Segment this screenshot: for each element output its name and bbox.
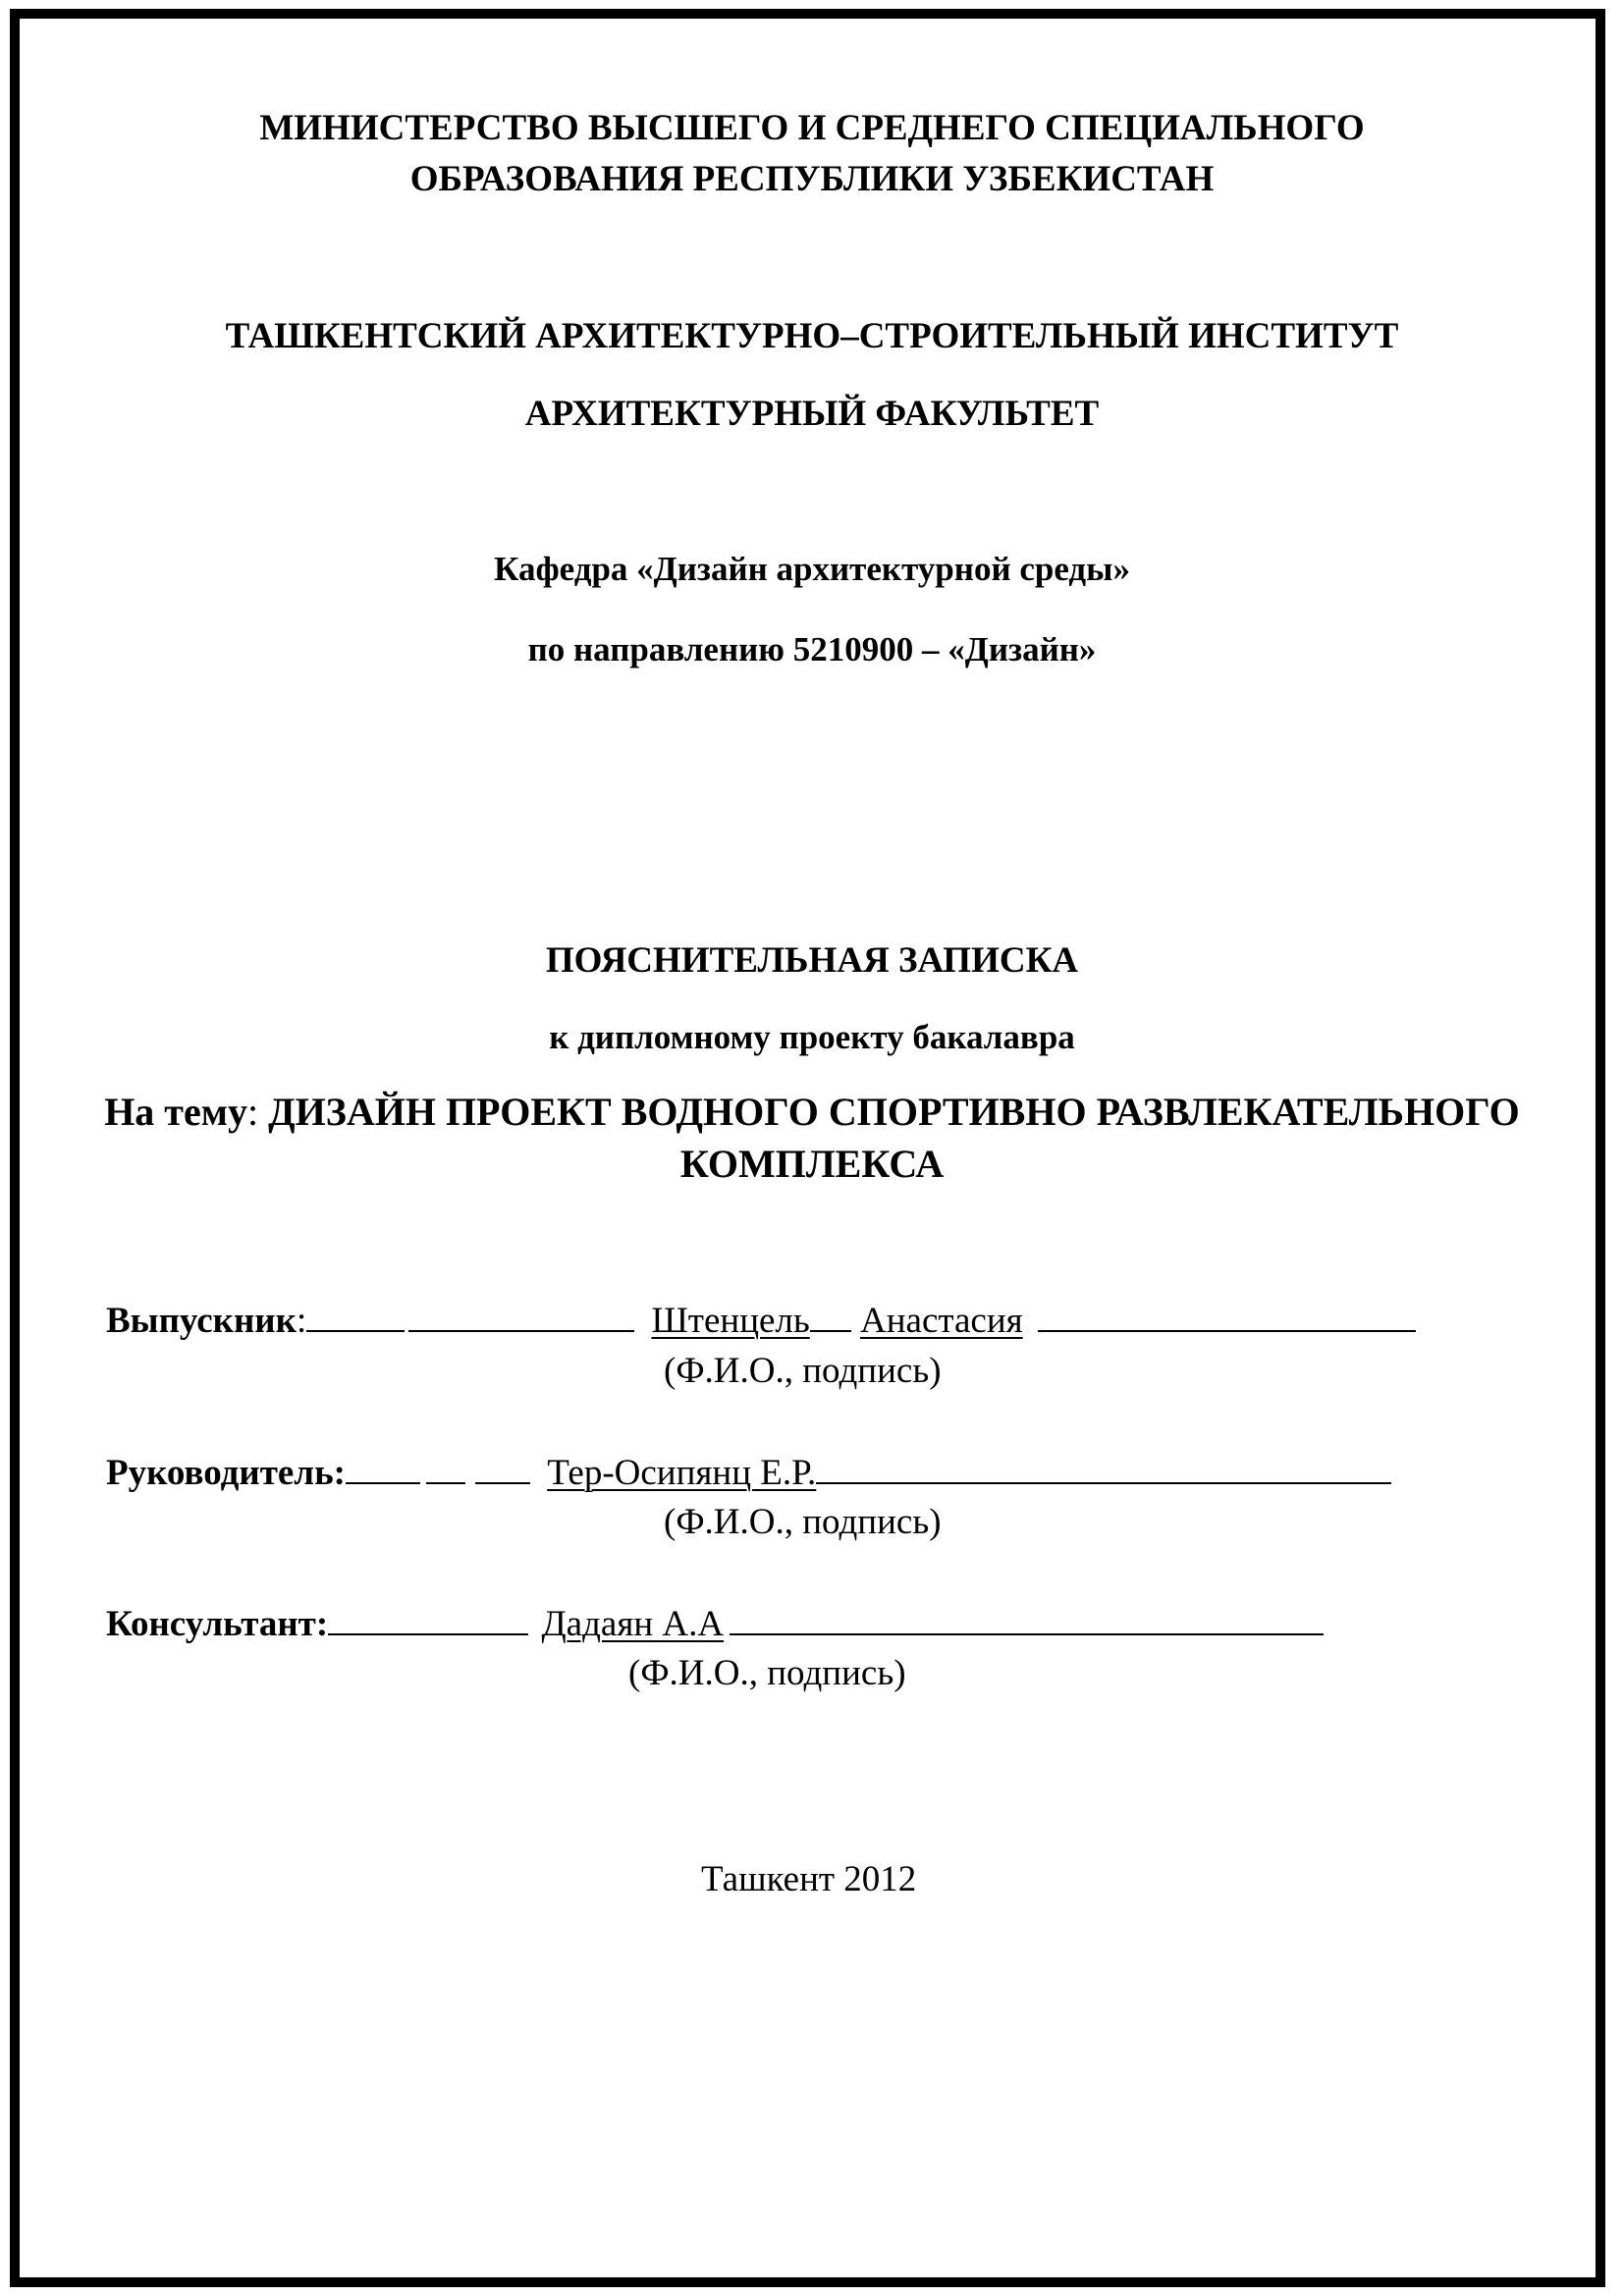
consultant-label: Консультант: [106, 1604, 329, 1644]
graduate-firstname: Анастасия [860, 1301, 1023, 1341]
supervisor-caption: (Ф.И.О., подпись) [664, 1502, 942, 1542]
topic-line-1 [0, 1090, 1624, 1134]
graduate-surname: Штенцель [651, 1301, 810, 1341]
supervisor-signature-line [816, 1453, 1391, 1484]
graduate-caption: (Ф.И.О., подпись) [664, 1351, 942, 1391]
consultant-row [106, 1604, 1324, 1642]
consultant-blank-1 [328, 1604, 371, 1635]
consultant-caption: (Ф.И.О., подпись) [628, 1653, 906, 1693]
topic-line-2: КОМПЛЕКСА [679, 1142, 945, 1186]
consultant-name: Дадаян А.А [541, 1604, 725, 1644]
institute-name: ТАШКЕНТСКИЙ АРХИТЕКТУРНО–СТРОИТЕЛЬНЫЙ ИНСТИТУТ [225, 316, 1399, 356]
supervisor-blank-3 [475, 1453, 530, 1484]
supervisor-row [106, 1453, 1391, 1491]
consultant-blank-2 [371, 1604, 528, 1635]
faculty-name: АРХИТЕКТУРНЫЙ ФАКУЛЬТЕТ [524, 394, 1100, 434]
department-chair: Кафедра «Дизайн архитектурной среды» [494, 550, 1130, 588]
graduate-blank-3 [810, 1301, 851, 1332]
topic-prefix: На тему [104, 1090, 247, 1134]
study-direction: по направлению 5210900 – «Дизайн» [527, 630, 1097, 668]
ministry-line-1: МИНИСТЕРСТВО ВЫСШЕГО И СРЕДНЕГО СПЕЦИАЛЬНОГО [259, 108, 1365, 148]
document-subtitle: к дипломному проекту бакалавра [549, 1018, 1075, 1056]
ministry-line-2: ОБРАЗОВАНИЯ РЕСПУБЛИКИ УЗБЕКИСТАН [409, 159, 1215, 199]
supervisor-name: Тер-Осипянц Е.Р. [547, 1453, 817, 1493]
graduate-blank-2 [408, 1301, 634, 1332]
supervisor-blank-2 [426, 1453, 465, 1484]
graduate-label: Выпускник [106, 1301, 297, 1341]
city-year: Ташкент 2012 [701, 1859, 917, 1899]
graduate-signature-line [1038, 1301, 1416, 1332]
supervisor-blank-1 [346, 1453, 420, 1484]
graduate-blank-1 [306, 1301, 405, 1332]
graduate-row [106, 1301, 1416, 1339]
graduate-colon: : [296, 1301, 307, 1341]
topic-title-1: ДИЗАЙН ПРОЕКТ ВОДНОГО СПОРТИВНО РАЗВЛЕКАТЕЛЬНОГО [268, 1090, 1520, 1134]
supervisor-label: Руководитель: [106, 1453, 346, 1493]
consultant-signature-line [730, 1604, 1324, 1635]
topic-colon: : [246, 1090, 259, 1134]
document-type: ПОЯСНИТЕЛЬНАЯ ЗАПИСКА [545, 940, 1079, 981]
